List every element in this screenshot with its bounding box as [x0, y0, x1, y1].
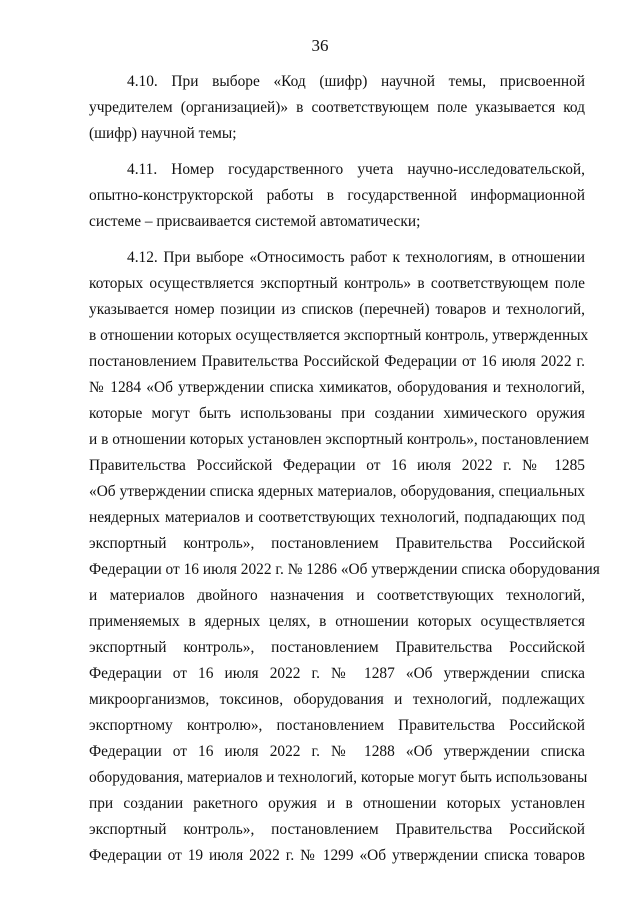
text-line: указывается номер позиции из списков (перечней) товаров и технологий, — [89, 301, 585, 318]
text-line: которые могут быть использованы при создании химического оружия — [89, 405, 585, 422]
text-line: применяемых в ядерных целях, в отношении которых осуществляется — [89, 613, 585, 630]
text-line: которых осуществляется экспортный контроль» в соответствующем поле — [89, 275, 585, 292]
text-line: 4.11. Номер государственного учета научно-исследовательской, — [127, 161, 585, 178]
text-line: Федерации от 16 июля 2022 г. № 1286 «Об утверждении списка оборудования — [89, 561, 600, 578]
text-line: Правительства Российской Федерации от 16 июля 2022 г. № 1285 — [89, 457, 585, 474]
text-line: 4.10. При выборе «Код (шифр) научной темы, присвоенной — [127, 73, 585, 90]
text-line: опытно-конструкторской работы в государственной информационной — [89, 187, 585, 204]
text-line: Федерации от 16 июля 2022 г. № 1288 «Об утверждении списка — [89, 743, 585, 760]
text-line: микроорганизмов, токсинов, оборудования и технологий, подлежащих — [89, 691, 585, 708]
text-line: постановлением Правительства Российской Федерации от 16 июля 2022 г. — [89, 353, 585, 370]
text-line: Федерации от 16 июля 2022 г. № 1287 «Об утверждении списка — [89, 665, 585, 682]
text-line: экспортный контроль», постановлением Правительства Российской — [89, 821, 585, 838]
text-line: в отношении которых осуществляется экспортный контроль, утвержденных — [89, 327, 589, 344]
text-line: и в отношении которых установлен экспортный контроль», постановлением — [89, 431, 590, 448]
paragraph-gap — [89, 147, 585, 157]
text-line: при создании ракетного оружия и в отношении которых установлен — [89, 795, 585, 812]
text-line: 4.12. При выборе «Относимость работ к технологиям, в отношении — [127, 249, 585, 266]
text-line: учредителем (организацией)» в соответствующем поле указывается код — [89, 99, 585, 116]
text-line: Федерации от 19 июля 2022 г. № 1299 «Об утверждении списка товаров — [89, 847, 585, 864]
page-number: 36 — [311, 36, 329, 55]
text-line: № 1284 «Об утверждении списка химикатов, оборудования и технологий, — [89, 379, 585, 396]
text-line: экспортному контролю», постановлением Правительства Российской — [89, 717, 585, 734]
text-line: системе – присваивается системой автоматически; — [89, 213, 421, 230]
text-line: экспортный контроль», постановлением Правительства Российской — [89, 639, 585, 656]
text-line: неядерных материалов и соответствующих технологий, подпадающих под — [89, 509, 585, 526]
paragraph-gap — [89, 235, 585, 245]
text-line: «Об утверждении списка ядерных материалов, оборудования, специальных — [89, 483, 585, 500]
text-line: и материалов двойного назначения и соответствующих технологий, — [89, 587, 585, 604]
text-line: оборудования, материалов и технологий, которые могут быть использованы — [89, 769, 588, 786]
text-line: экспортный контроль», постановлением Правительства Российской — [89, 535, 585, 552]
text-line: (шифр) научной темы; — [89, 125, 237, 142]
document-body — [89, 69, 600, 869]
